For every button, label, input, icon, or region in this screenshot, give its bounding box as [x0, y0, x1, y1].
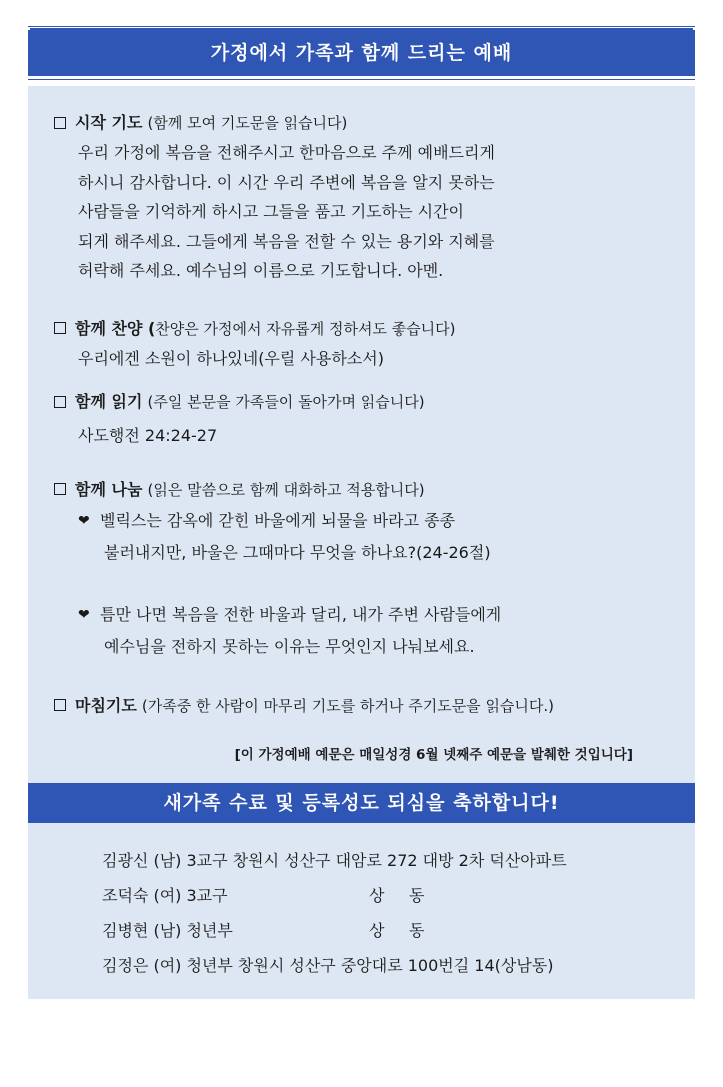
member-row: 김광신 (남) 3교구 창원시 성산구 대암로 272 대방 2차 덕산아파트 [102, 851, 567, 870]
section-reading [54, 387, 695, 451]
section-note: (읽은 말씀으로 함께 대화하고 적용합니다) [147, 480, 425, 499]
same-address-mark: 상 동 [369, 921, 425, 940]
prayer-line: 하시니 감사합니다. 이 시간 우리 주변에 복음을 알지 못하는 [78, 172, 495, 192]
prayer-text [78, 138, 695, 286]
section-note: (가족중 한 사람이 마무리 기도를 하거나 주기도문을 읽습니다.) [141, 696, 555, 715]
announcement-title: 새가족 수료 및 등록성도 되심을 축하합니다! [28, 783, 695, 823]
discussion-question: ❤ 벨릭스는 감옥에 갇힌 바울에게 뇌물을 바라고 종종 불러내지만, 바울은 그때마다 무엇을 하나요?(24-26절) [78, 505, 695, 569]
source-note: [이 가정예배 예문은 매일성경 6월 넷째주 예문을 발췌한 것입니다] [234, 746, 633, 763]
section-title: 함께 읽기 [75, 392, 143, 411]
checkbox-square-icon [54, 117, 66, 129]
heart-icon: ❤ [78, 606, 90, 623]
checkbox-square-icon [54, 396, 66, 408]
section-title: 시작 기도 [75, 113, 143, 132]
section-note: 찬양은 가정에서 자유롭게 정하셔도 좋습니다) [155, 319, 456, 338]
same-address-mark: 상 동 [369, 886, 425, 905]
discussion-question: ❤ 틈만 나면 복음을 전한 바울과 달리, 내가 주변 사람들에게 예수님을 전하지 못하는 이유는 무엇인지 나눠보세요. [78, 599, 695, 663]
section-opening-prayer [54, 108, 695, 286]
page-title: 가정에서 가족과 함께 드리는 예배 [28, 30, 695, 76]
member-row: 김정은 (여) 청년부 창원시 성산구 중앙대로 100번길 14(상남동) [102, 956, 554, 975]
worship-panel [28, 86, 695, 783]
song-title: 우리에겐 소원이 하나있네(우릴 사용하소서) [78, 348, 384, 368]
section-praise [54, 314, 695, 374]
section-title: 마침기도 [75, 695, 137, 715]
members-panel [28, 823, 695, 999]
scripture-reference: 사도행전 24:24-27 [78, 426, 218, 445]
prayer-line: 사람들을 기억하게 하시고 그들을 품고 기도하는 시간이 [78, 202, 465, 221]
section-note: (함께 모여 기도문을 읽습니다) [147, 114, 348, 132]
bulletin-page [28, 26, 695, 999]
prayer-line: 허락해 주세요. 예수님의 이름으로 기도합니다. 아멘. [78, 261, 444, 280]
section-note: (주일 본문을 가족들이 돌아가며 읽습니다) [147, 393, 425, 411]
heart-icon: ❤ [78, 512, 90, 529]
checkbox-square-icon [54, 699, 66, 711]
checkbox-square-icon [54, 322, 66, 334]
member-row: 조덕숙 (여) 3교구 상 동 [102, 878, 695, 913]
checkbox-square-icon [54, 483, 66, 495]
section-title: 함께 찬양 ( [75, 318, 156, 338]
section-closing-prayer [54, 691, 695, 721]
prayer-line: 되게 해주세요. 그들에게 복음을 전할 수 있는 용기와 지혜를 [78, 231, 495, 251]
section-sharing [54, 475, 695, 663]
section-title: 함께 나눔 [75, 479, 143, 499]
prayer-line: 우리 가정에 복음을 전해주시고 한마음으로 주께 예배드리게 [78, 143, 495, 162]
member-row: 김병현 (남) 청년부 상 동 [102, 913, 695, 948]
